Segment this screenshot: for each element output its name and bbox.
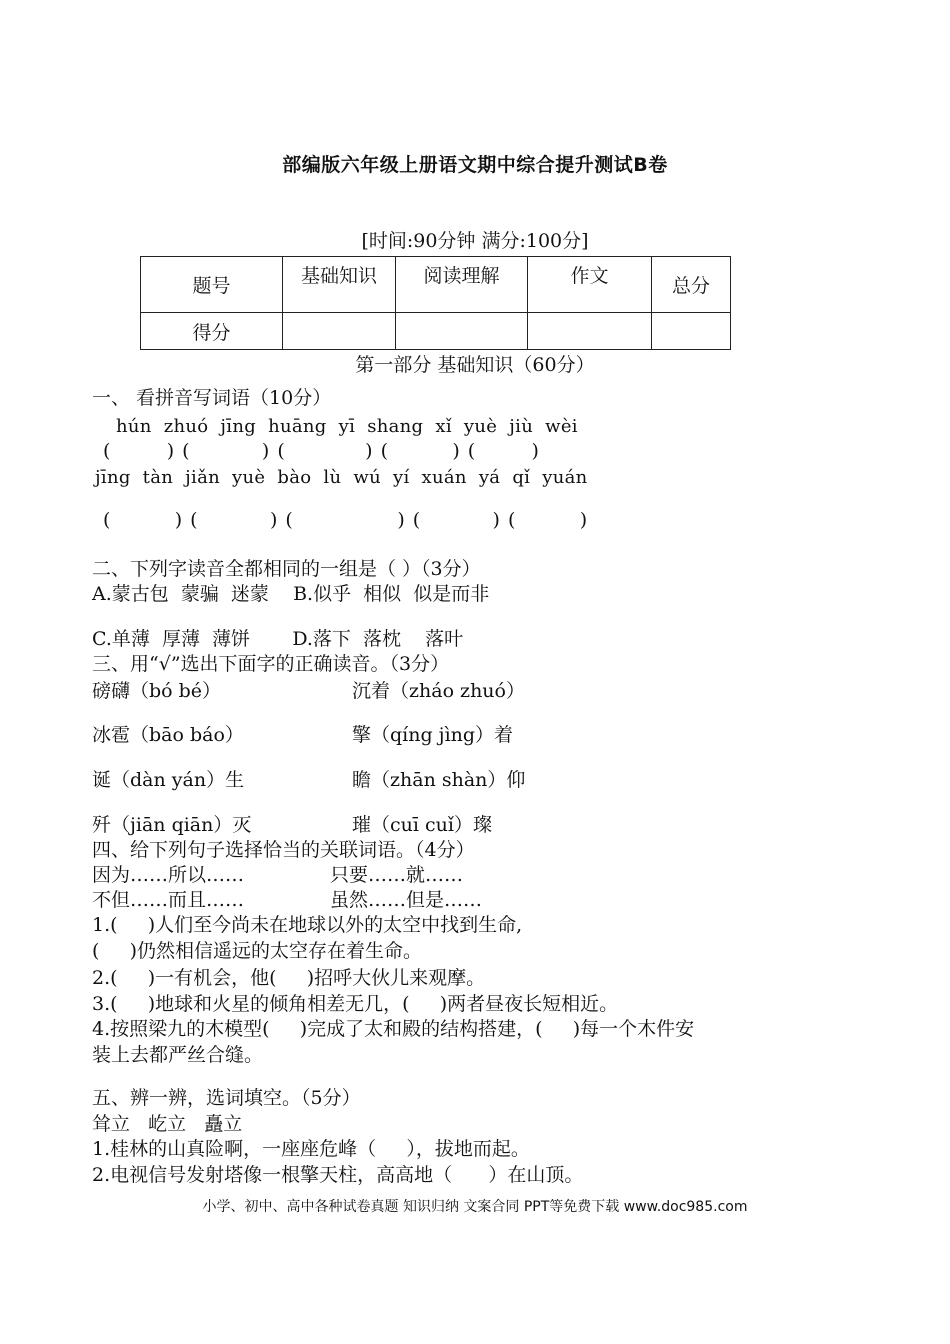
score-cell[interactable] (396, 313, 528, 350)
q4-sentence: 装上去都严丝合缝。 (92, 1044, 264, 1066)
q4-option: 虽然……但是…… (330, 889, 483, 911)
q1-heading: 一、 看拼音写词语（10分） (92, 387, 332, 409)
q4-option: 因为……所以…… (92, 864, 245, 886)
part-one-heading: 第一部分 基础知识（60分） (355, 354, 595, 376)
q1-blank-row-2[interactable]: ( ) ( ) ( ) ( ) ( ) (103, 509, 588, 531)
score-table (140, 256, 731, 350)
q4-sentence: 4.按照梁九的木模型( )完成了太和殿的结构搭建，( )每一个木件安 (92, 1018, 695, 1040)
q4-sentence: 3.( )地球和火星的倾角相差无几，( )两者昼夜长短相近。 (92, 993, 619, 1015)
q5-word-choices: 耸立 屹立 矗立 (92, 1113, 243, 1135)
q3-item: 歼（jiān qiān）灭 (92, 814, 252, 836)
score-cell[interactable] (652, 313, 731, 350)
q3-heading: 三、用“√”选出下面字的正确读音。（3分） (92, 653, 450, 675)
q3-item: 磅礴（bó bé） (92, 680, 222, 702)
q3-item: 瞻（zhān shàn）仰 (352, 769, 526, 791)
page-footer: 小学、初中、高中各种试卷真题 知识归纳 文案合同 PPT等免费下载 www.doc985.com (202, 1199, 748, 1215)
q4-option: 只要……就…… (330, 864, 464, 886)
exam-meta: [时间:90分钟 满分:100分] (361, 230, 589, 252)
q4-heading: 四、给下列句子选择恰当的关联词语。（4分） (92, 839, 475, 861)
q3-item: 诞（dàn yán）生 (92, 769, 245, 791)
q5-sentence: 1.桂林的山真险啊，一座座危峰（ ），拔地而起。 (92, 1138, 530, 1160)
q3-item: 沉着（zháo zhuó） (352, 680, 525, 702)
score-header-cell: 作文 (528, 257, 652, 313)
q4-sentence: ( )仍然相信遥远的太空存在着生命。 (92, 940, 423, 962)
page-title: 部编版六年级上册语文期中综合提升测试B卷 (282, 154, 668, 176)
score-cell[interactable] (528, 313, 652, 350)
score-table-score-row (141, 313, 731, 350)
q2-options-ab: A.蒙古包 蒙骗 迷蒙 B.似乎 相似 似是而非 (92, 583, 490, 605)
score-header-cell: 总分 (652, 257, 731, 313)
q1-blank-row-1[interactable]: ( ) ( ) ( ) ( ) ( ) (103, 440, 539, 462)
q1-pinyin-row-1: hún zhuó jīng huāng yī shang xǐ yuè jiù wèi (116, 416, 578, 437)
q2-heading: 二、下列字读音全都相同的一组是（ ）（3分） (92, 558, 481, 580)
q5-heading: 五、辨一辨，选词填空。（5分） (92, 1087, 361, 1109)
score-table-header-row (141, 257, 731, 313)
q1-pinyin-row-2: jīng tàn jiǎn yuè bào lù wú yí xuán yá qǐ yuán (95, 467, 588, 488)
q4-sentence: 1.( )人们至今尚未在地球以外的太空中找到生命, (92, 914, 523, 936)
q3-item: 璀（cuī cuǐ）璨 (352, 814, 492, 836)
score-header-cell: 基础知识 (283, 257, 396, 313)
q4-sentence: 2.( )一有机会，他( )招呼大伙儿来观摩。 (92, 967, 486, 989)
q3-item: 冰雹（bāo báo） (92, 724, 244, 746)
q4-option: 不但……而且…… (92, 889, 245, 911)
score-cell[interactable] (283, 313, 396, 350)
score-header-cell: 阅读理解 (396, 257, 528, 313)
q3-item: 擎（qíng jìng）着 (352, 724, 514, 746)
score-row-label: 得分 (141, 313, 283, 350)
score-header-cell: 题号 (141, 257, 283, 313)
q5-sentence: 2.电视信号发射塔像一根擎天柱，高高地（ ）在山顶。 (92, 1164, 584, 1186)
q2-options-cd: C.单薄 厚薄 薄饼 D.落下 落枕 落叶 (92, 628, 464, 650)
